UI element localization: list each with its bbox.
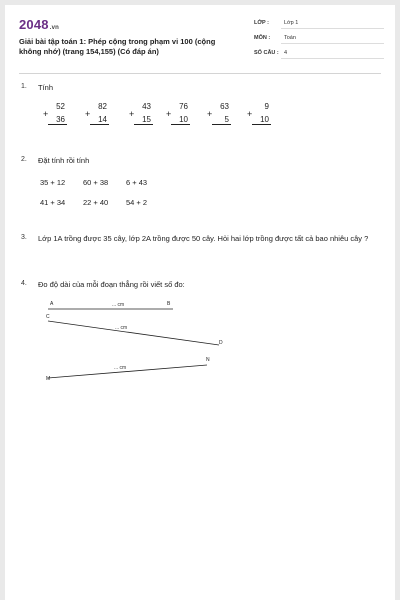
addend-bottom: 15 [142,115,151,124]
measure-blank: ... cm [112,302,125,308]
worksheet-title: Giải bài tập toán 1: Phép cộng trong phạm vi 100 (cộng không nhớ) (trang 154,155) (Có đáp án) [19,37,216,56]
addend-top: 82 [98,102,107,111]
segment-mn [48,365,207,378]
point-label-d: D [219,340,223,346]
expression: 60 + 38 [83,178,109,187]
expression: 6 + 43 [126,178,148,187]
count-label: SỐ CÂU : [254,50,279,56]
segments-drawing [5,5,395,600]
q3-text: Lớp 1A trồng được 35 cây, lớp 2A trồng được 50 cây. Hỏi hai lớp trồng được tất cả bao nhiêu cây ? [38,234,369,243]
plus-sign: + [129,109,135,119]
expression: 41 + 34 [40,198,66,207]
class-value: Lớp 1 [284,20,299,26]
subject-label: MÔN : [254,35,271,41]
addend-bottom: 5 [224,115,229,124]
plus-sign: + [247,109,253,119]
addend-bottom: 36 [56,115,65,124]
addend-top: 43 [142,102,151,111]
class-label: LỚP : [254,20,269,26]
q1-text: Tính [38,83,54,92]
point-label-n: N [206,357,210,363]
expression: 22 + 40 [83,198,109,207]
measure-blank: ... cm [115,325,128,331]
plus-sign: + [85,109,91,119]
addend-top: 9 [264,102,269,111]
q1-number: 1. [21,83,27,90]
logo-suffix: .vn [49,25,60,31]
addend-top: 52 [56,102,65,111]
point-label-b: B [167,301,171,307]
addend-bottom: 10 [260,115,269,124]
point-label-a: A [50,301,54,307]
q4-number: 4. [21,280,27,287]
measure-blank: ... cm [114,365,127,371]
addend-top: 63 [220,102,229,111]
addend-bottom: 14 [98,115,107,124]
plus-sign: + [207,109,213,119]
q2-number: 2. [21,156,27,163]
plus-sign: + [43,109,49,119]
point-label-m: M [46,376,51,382]
q2-text: Đặt tính rồi tính [38,156,90,165]
plus-sign: + [166,109,172,119]
expression: 54 + 2 [126,198,148,207]
subject-value: Toán [284,35,296,41]
worksheet-page [5,5,395,600]
logo-text: 2048 [19,17,49,32]
point-label-c: C [46,314,50,320]
segment-cd [48,321,219,345]
q4-text: Đo độ dài của mỗi đoạn thẳng rồi viết số đo: [38,280,185,289]
addend-top: 76 [179,102,188,111]
expression: 35 + 12 [40,178,66,187]
q3-number: 3. [21,234,27,241]
addend-bottom: 10 [179,115,188,124]
count-value: 4 [284,50,288,56]
